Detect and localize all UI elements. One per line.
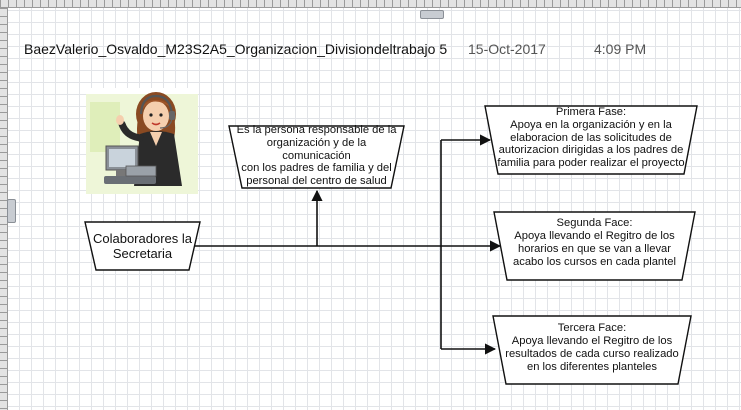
phase-3-line-3: en los diferentes planteles xyxy=(527,360,657,373)
phase-1-line-3: autorizacion dirigidas a los padres de xyxy=(498,144,684,157)
phase-3-line-1: Apoya llevando el Regitro de los xyxy=(511,335,673,348)
document-title: BaezValerio_Osvaldo_M23S2A5_Organizacion_Divisiondeltrabajo 5 xyxy=(24,41,448,57)
phase-2-line-3: acabo los cursos en cada plantel xyxy=(513,255,676,268)
description-line-1: Es la persona responsable de la xyxy=(236,124,397,137)
phase-2-title: Segunda Face: xyxy=(556,217,633,230)
description-node[interactable] xyxy=(232,124,401,188)
root-line-2: Secretaria xyxy=(112,246,173,261)
phase-2-line-2: horarios en que se van a llevar xyxy=(518,243,671,255)
document-date: 15-Oct-2017 xyxy=(468,41,546,57)
phase-3-line-2: resultados de cada curso realizado xyxy=(505,348,679,360)
description-line-2: organización y de la comunicación xyxy=(266,136,367,162)
phase-1-title: Primera Fase: xyxy=(555,106,627,118)
phase-1-node[interactable] xyxy=(488,106,694,170)
description-line-3: con los padres de familia y del xyxy=(241,162,392,175)
document-time: 4:09 PM xyxy=(594,41,647,57)
description-line-4: personal del centro de salud xyxy=(246,175,387,188)
phase-2-line-1: Apoya llevando el Regitro de los xyxy=(514,230,675,243)
phase-1-line-2: elaboracion de las solicitudes de xyxy=(510,131,672,144)
root-line-1: Colaboradores la xyxy=(92,231,192,246)
phase-3-title: Tercera Face: xyxy=(557,322,627,335)
phase-1-line-1: Apoya en la organización y en la xyxy=(510,118,672,131)
phase-1-line-4: familia para poder realizar el proyecto xyxy=(497,157,685,170)
phase-2-node[interactable] xyxy=(497,215,692,271)
root-node[interactable] xyxy=(88,224,197,268)
phase-3-node[interactable] xyxy=(496,320,688,376)
